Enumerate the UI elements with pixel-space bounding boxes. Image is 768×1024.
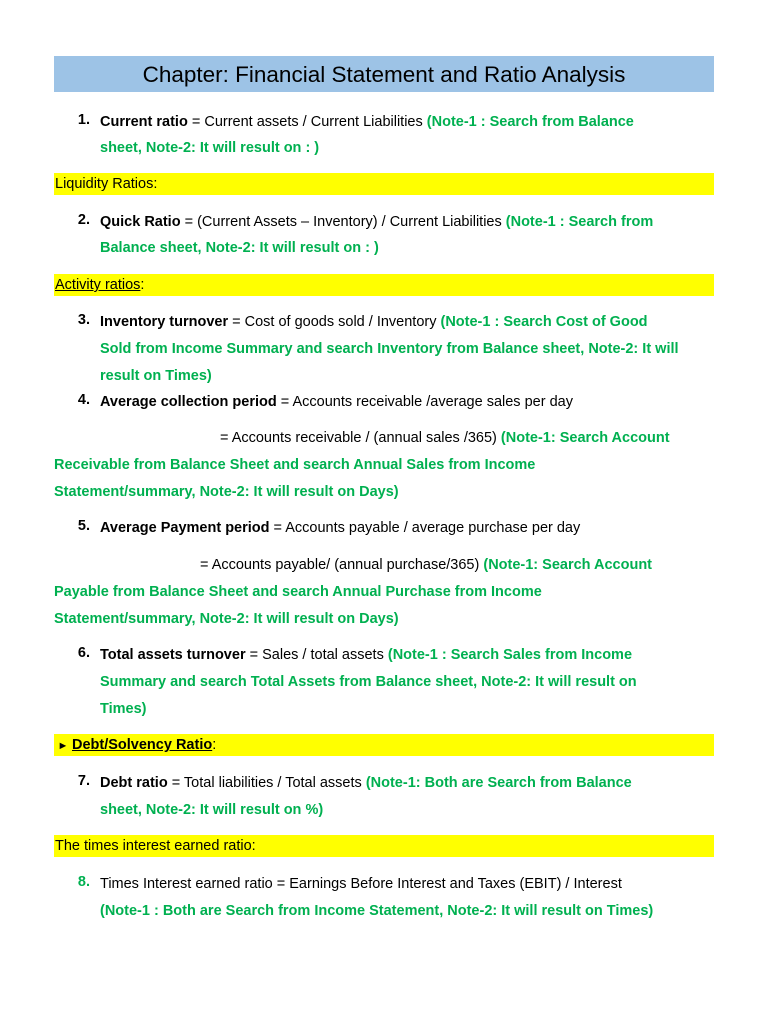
item-number: 8. (77, 874, 90, 890)
item-term: Quick Ratio (100, 214, 181, 230)
item-7-line-1 (100, 773, 632, 793)
item-term: Current ratio (100, 114, 188, 130)
arrow-right-icon: ► (57, 740, 69, 752)
item-formula: = Accounts receivable /average sales per day (276, 394, 573, 410)
item-formula-alt: = Accounts payable/ (annual purchase/365) (200, 557, 484, 573)
item-note: (Note-1: Search Account (500, 430, 670, 446)
item-5-line-1 (100, 518, 580, 538)
item-note-continued: Payable from Balance Sheet and search Annual Purchase from Income (54, 584, 542, 600)
item-formula: = Current assets / Current Liabilities (187, 114, 427, 130)
item-5-line-2 (200, 555, 652, 575)
item-term: Debt ratio (100, 775, 168, 791)
item-number: 7. (77, 773, 90, 789)
item-note: (Note-1: Search Account (483, 557, 653, 573)
item-note-continued: Sold from Income Summary and search Inventory from Balance sheet, Note-2: It will (100, 341, 679, 357)
section-activity-ratios: Activity ratios: (54, 274, 714, 296)
item-note-continued: Summary and search Total Assets from Balance sheet, Note-2: It will result on (100, 674, 637, 690)
item-note: (Note-1 : Search Cost of Good (440, 314, 648, 330)
item-formula: = Total liabilities / Total assets (167, 775, 366, 791)
item-number: 4. (77, 392, 90, 408)
item-4-line-2 (220, 428, 670, 448)
item-note-continued: sheet, Note-2: It will result on : ) (100, 140, 320, 156)
item-note-continued: Statement/summary, Note-2: It will result on Days) (54, 611, 399, 627)
item-term: Total assets turnover (100, 647, 246, 663)
item-formula-alt: = Accounts receivable / (annual sales /365) (220, 430, 501, 446)
chapter-title: Chapter: Financial Statement and Ratio Analysis (54, 56, 714, 92)
item-formula: = (Current Assets – Inventory) / Current Liabilities (180, 214, 506, 230)
section-debt-solvency-ratio: ► Debt/Solvency Ratio: (54, 734, 714, 756)
section-liquidity-ratios: Liquidity Ratios: (54, 173, 714, 195)
item-note: (Note-1 : Search from Balance (426, 114, 634, 130)
item-note-continued: result on Times) (100, 368, 212, 384)
item-note-continued: sheet, Note-2: It will result on %) (100, 802, 324, 818)
item-note: (Note-1 : Search Sales from Income (387, 647, 633, 663)
item-6-line-1 (100, 645, 632, 665)
item-note-continued: Receivable from Balance Sheet and search Annual Sales from Income (54, 457, 536, 473)
item-number: 1. (77, 112, 90, 128)
section-times-interest-earned: The times interest earned ratio: (54, 835, 714, 857)
item-3-line-1 (100, 312, 648, 332)
item-formula: Times Interest earned ratio = Earnings Before Interest and Taxes (EBIT) / Interest (100, 876, 622, 892)
item-8-line-1 (100, 874, 622, 894)
item-number: 3. (77, 312, 90, 328)
item-term: Inventory turnover (100, 314, 229, 330)
item-note: (Note-1 : Search from (505, 214, 654, 230)
item-number: 2. (77, 212, 90, 228)
item-formula: = Cost of goods sold / Inventory (228, 314, 441, 330)
item-note-continued: (Note-1 : Both are Search from Income Statement, Note-2: It will result on Times) (100, 903, 654, 919)
item-note-continued: Balance sheet, Note-2: It will result on : ) (100, 240, 379, 256)
item-formula: = Accounts payable / average purchase per day (269, 520, 581, 536)
item-note-continued: Statement/summary, Note-2: It will result on Days) (54, 484, 399, 500)
item-number: 6. (77, 645, 90, 661)
item-4-line-1 (100, 392, 573, 412)
item-term: Average collection period (100, 394, 277, 410)
item-term: Average Payment period (100, 520, 270, 536)
item-note: (Note-1: Both are Search from Balance (365, 775, 632, 791)
item-number: 5. (77, 518, 90, 534)
item-note-continued: Times) (100, 701, 147, 717)
item-2-line-1 (100, 212, 653, 232)
item-formula: = Sales / total assets (245, 647, 388, 663)
item-1-line-1 (100, 112, 634, 132)
